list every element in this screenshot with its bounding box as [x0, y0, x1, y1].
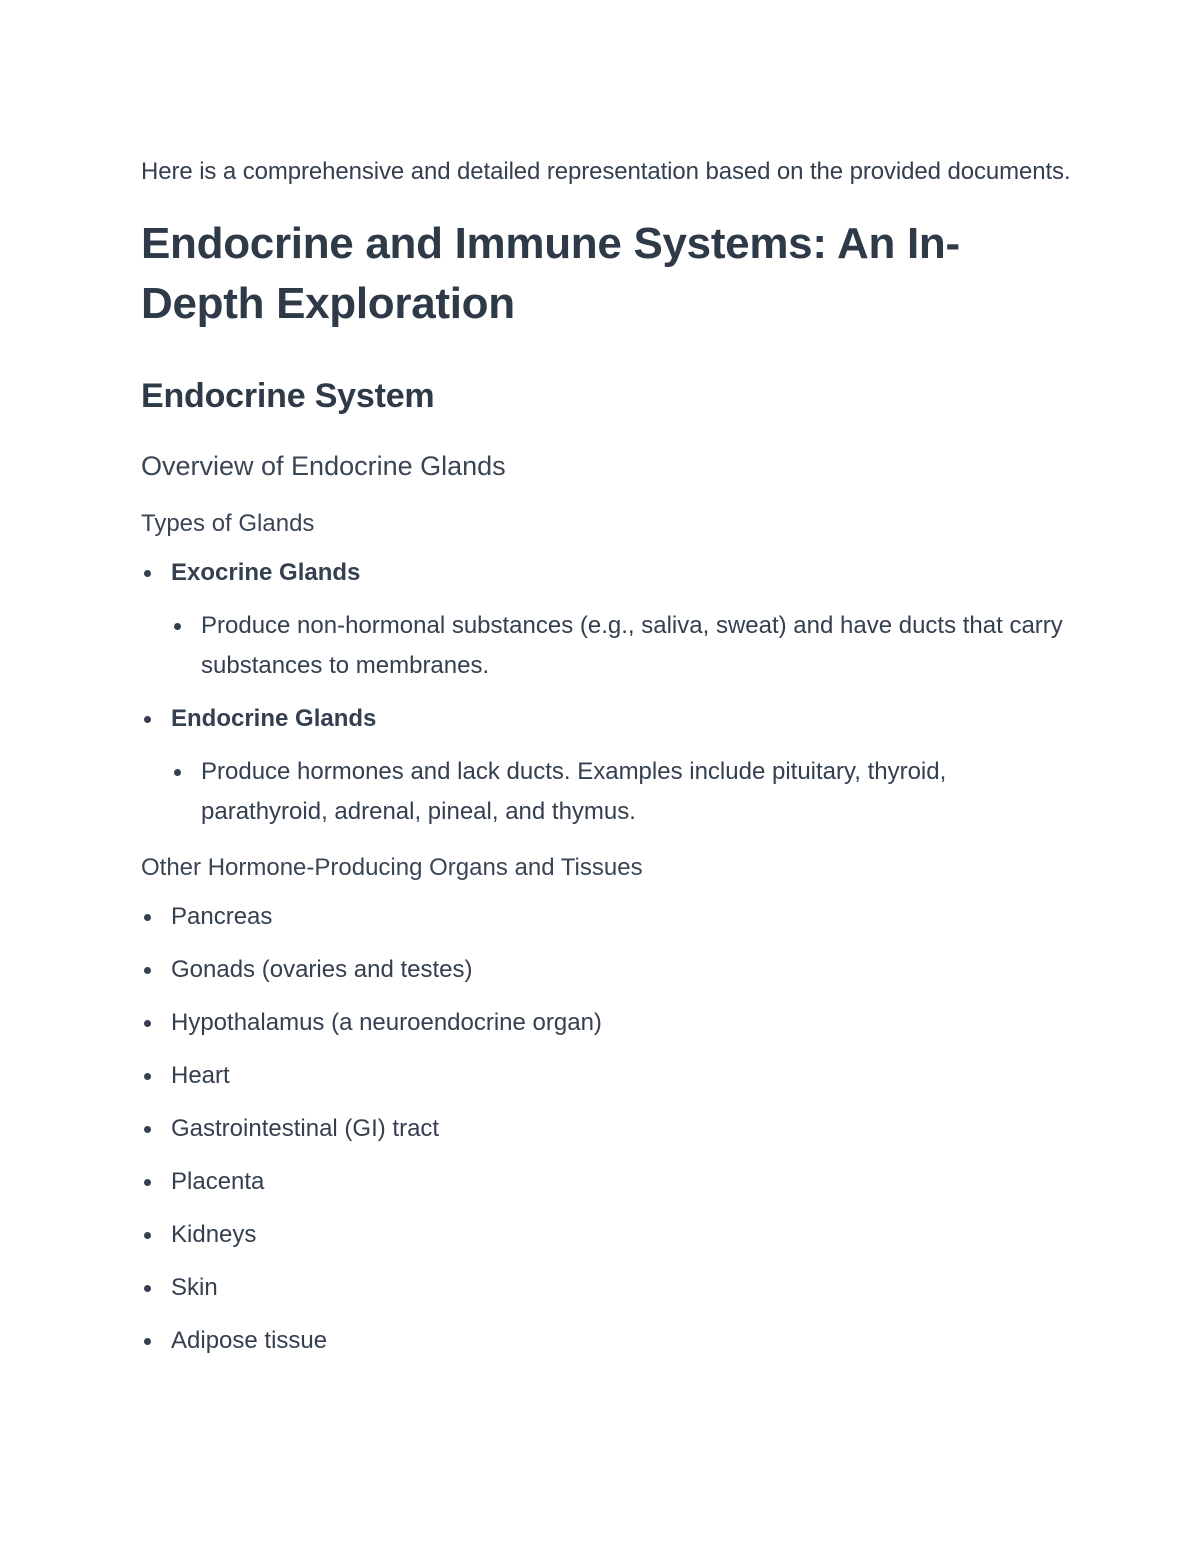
types-of-glands-heading: Types of Glands [141, 510, 315, 537]
list-item-exocrine-glands [141, 553, 1071, 686]
list-item-detail: Produce hormones and lack ducts. Examples include pituitary, thyroid, parathyroid, adrenal, pineal, and thymus. [171, 752, 1071, 832]
subsection-heading-overview: Overview of Endocrine Glands [141, 451, 506, 481]
list-item: Hypothalamus (a neuroendocrine organ) [141, 1003, 1071, 1043]
other-organs-list [141, 897, 1071, 1361]
list-item: Skin [141, 1268, 1071, 1308]
document-title: Endocrine and Immune Systems: An In-Depth Exploration [141, 219, 960, 328]
list-item: Heart [141, 1056, 1071, 1096]
list-item-detail: Produce non-hormonal substances (e.g., saliva, sweat) and have ducts that carry substances to membranes. [171, 606, 1071, 686]
gland-name: Endocrine Glands [171, 705, 377, 732]
list-item: Adipose tissue [141, 1321, 1071, 1361]
list-item: Placenta [141, 1162, 1071, 1202]
exocrine-detail-list [171, 606, 1071, 686]
list-item-endocrine-glands [141, 699, 1071, 832]
list-item: Gastrointestinal (GI) tract [141, 1109, 1071, 1149]
list-item: Kidneys [141, 1215, 1071, 1255]
document-page [141, 152, 1071, 1361]
intro-paragraph: Here is a comprehensive and detailed representation based on the provided documents. [141, 158, 1071, 185]
gland-name: Exocrine Glands [171, 559, 361, 586]
endocrine-detail-list [171, 752, 1071, 832]
other-organs-heading: Other Hormone-Producing Organs and Tissues [141, 854, 643, 881]
section-heading-endocrine-system: Endocrine System [141, 377, 435, 415]
list-item: Gonads (ovaries and testes) [141, 950, 1071, 990]
types-of-glands-list [141, 553, 1071, 832]
list-item: Pancreas [141, 897, 1071, 937]
